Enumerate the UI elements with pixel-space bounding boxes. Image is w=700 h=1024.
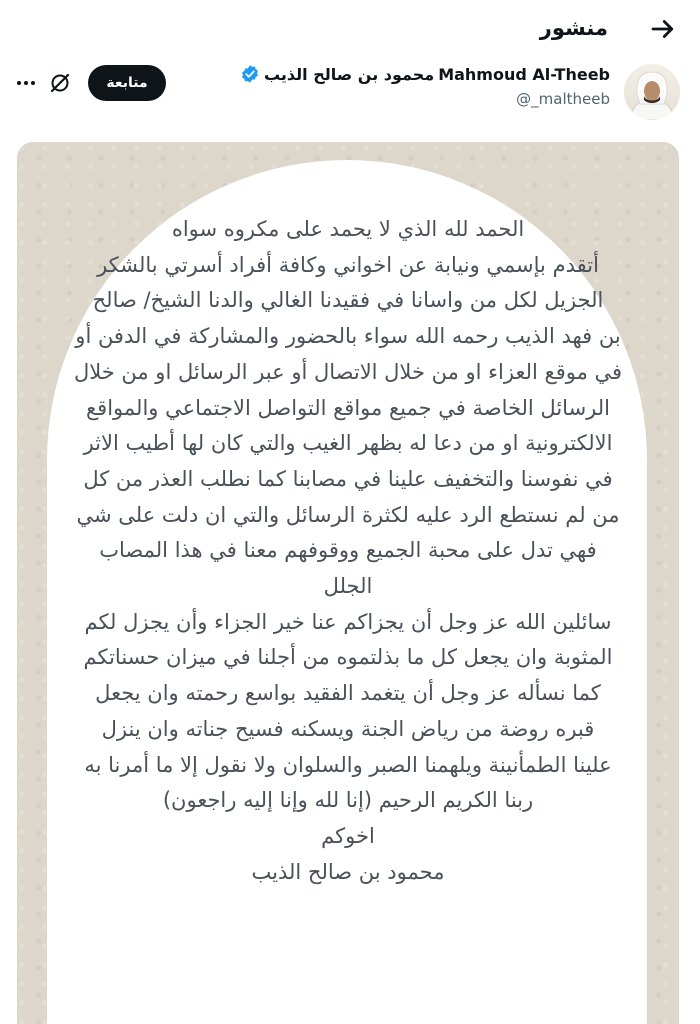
letter-line: الجزيل لكل من واسانا في فقيدنا الغالي والدنا الشيخ/ صالح [92, 288, 604, 313]
avatar[interactable] [624, 64, 680, 120]
letter-line: بن فهد الذيب رحمه الله سواء بالحضور والمشاركة في الدفن أو [75, 324, 621, 349]
letter-line: محمود بن صالح الذيب [251, 859, 445, 884]
author-handle[interactable]: @_maltheeb [516, 90, 610, 108]
verified-badge-icon[interactable] [240, 64, 260, 84]
letter-line: الحمد لله الذي لا يحمد على مكروه سواه [171, 217, 525, 241]
letter-line: فهي تدل على محبة الجميع ووقوفهم معنا في هذا المصاب [99, 538, 597, 563]
letter-line: ربنا الكريم الرحيم (إنا لله وإنا إليه راجعون) [162, 788, 534, 813]
avatar-portrait-icon [624, 64, 680, 120]
letter-line: الجلل [323, 574, 373, 599]
letter-line: الالكترونية او من دعا له بظهر الغيب والتي كان لها أطيب الاثر [83, 431, 613, 456]
author-name-line[interactable] [240, 64, 610, 84]
author-names [240, 64, 610, 108]
grok-icon[interactable] [48, 71, 72, 95]
letter-line: سائلين الله عز وجل أن يجزاكم عنا خير الجزاء وأن يجزل لكم [84, 609, 612, 634]
letter-line: أتقدم بإسمي ونيابة عن اخواني وكافة أفراد أسرتي بالشكر [97, 252, 599, 277]
follow-button[interactable]: متابعة [88, 65, 166, 101]
top-bar [0, 0, 700, 58]
arrow-right-icon[interactable] [648, 14, 678, 44]
letter-line: علينا الطمأنينة ويلهمنا الصبر والسلوان ولا نقول إلا ما أمرنا به [84, 752, 612, 777]
more-icon[interactable] [14, 71, 38, 95]
condolence-letter [27, 212, 669, 890]
letter-line: قبره روضة من رياض الجنة ويسكنه فسيح جناته وان ينزل [101, 716, 595, 741]
letter-line: الرسائل الخاصة في جميع مواقع التواصل الاجتماعي والمواقع [86, 395, 610, 420]
post-image[interactable] [17, 142, 679, 1024]
letter-line: المثوبة وان يجعل كل ما بذلتموه من أجلنا في ميزان حسناتكم [83, 645, 613, 670]
author-display-name-en[interactable]: Mahmoud Al-Theeb [438, 64, 610, 84]
letter-line: من لم نستطع الرد عليه لكثرة الرسائل والتي ان دلت على شي [76, 502, 620, 527]
letter-line: كما نسأله عز وجل أن يتغمد الفقيد بواسع رحمته وان يجعل [95, 681, 601, 706]
letter-line: في موقع العزاء او من خلال الاتصال أو عبر الرسائل او من خلال [73, 359, 623, 384]
letter-line: اخوكم [321, 823, 375, 848]
author-display-name-ar[interactable]: محمود بن صالح الذيب [263, 64, 435, 84]
letter-line: في نفوسنا والتخفيف علينا في مصابنا كما نطلب العذر من كل [83, 466, 613, 491]
page-title: منشور [539, 16, 608, 40]
